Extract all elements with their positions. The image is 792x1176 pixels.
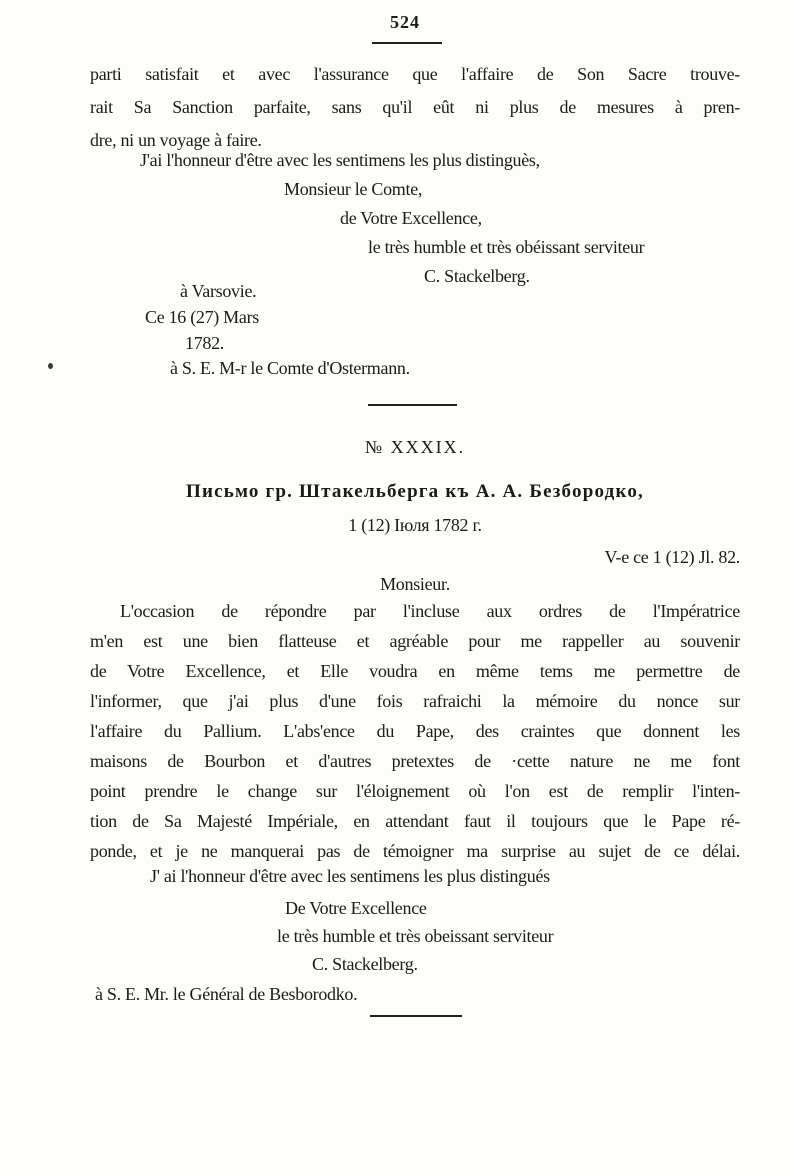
end-divider <box>370 1015 462 1017</box>
letter2-body-line: point prendre le change sur l'éloignement où l'on est de remplir l'inten- <box>90 781 740 801</box>
letter1-address-serviteur: le très humble et très obéissant serviteur <box>368 237 645 257</box>
page-number-rule <box>372 42 442 44</box>
letter1-valediction: J'ai l'honneur d'être avec les sentimens les plus distinguès, <box>140 150 540 170</box>
letter2-dateline: V-e ce 1 (12) Jl. 82. <box>604 547 740 567</box>
letter2-body-line: m'en est une bien flatteuse et agréable pour me rappeller au souvenir <box>90 631 740 651</box>
letter1-body-line: parti satisfait et avec l'assurance que l'affaire de Son Sacre trouve- <box>90 64 740 84</box>
letter2-addressee: à S. E. Mr. le Général de Besborodko. <box>95 984 358 1004</box>
letter1-signature: C. Stackelberg. <box>424 266 530 286</box>
letter1-addressee: à S. E. M-r le Comte d'Ostermann. <box>170 358 410 378</box>
letter2-body-line: tion de Sa Majesté Impériale, en attendant faut il toujours que le Pape ré- <box>90 811 740 831</box>
page-number: 524 <box>390 12 420 32</box>
letter1-body-line: rait Sa Sanction parfaite, sans qu'il eût ni plus de mesures à pren- <box>90 97 740 117</box>
letter1-year: 1782. <box>185 333 225 353</box>
letter1-place: à Varsovie. <box>180 281 257 301</box>
letter2-body-line: de Votre Excellence, et Elle voudra en même tems me permettre de <box>90 661 740 681</box>
letter2-salutation: Monsieur. <box>380 574 450 594</box>
letter1-address-comte: Monsieur le Comte, <box>284 179 423 199</box>
letter1-body <box>90 58 740 157</box>
letter2-body-line: l'affaire du Pallium. L'abs'ence du Pape, des craintes que donnent les <box>90 721 740 741</box>
letter2-body <box>90 596 740 866</box>
letter2-body-line: L'occasion de répondre par l'incluse aux ordres de l'Impératrice <box>120 601 740 621</box>
letter2-body-line: maisons de Bourbon et d'autres pretextes de ·cette nature ne me font <box>90 751 740 771</box>
letter2-body-line: l'informer, que j'ai plus d'une fois rafraichi la mémoire du nonce sur <box>90 691 740 711</box>
letter2-closing-excellence: De Votre Excellence <box>285 898 427 918</box>
letter2-date-russian: 1 (12) Іюля 1782 г. <box>348 515 482 535</box>
letter2-closing <box>90 894 740 978</box>
letter1-date: Ce 16 (27) Mars <box>145 307 259 327</box>
letter1-address-excellence: de Votre Excellence, <box>340 208 482 228</box>
letter2-closing-serviteur: le très humble et très obeissant serviteur <box>277 926 554 946</box>
letter2-title-russian: Письмо гр. Штакельберга къ А. А. Безбородко, <box>186 481 644 502</box>
letter2-body-line: ponde, et je ne manquerai pas de témoigner ma surprise au sujet de ce délai. <box>90 841 740 861</box>
letter2-signature: C. Stackelberg. <box>312 954 418 974</box>
section-divider <box>368 404 457 406</box>
letter1-closing <box>90 146 740 291</box>
letter2-valediction: J' ai l'honneur d'être avec les sentimens les plus distingués <box>150 866 550 886</box>
letter1-body-line: dre, ni un voyage à faire. <box>90 130 262 150</box>
ink-speck <box>48 363 53 369</box>
letter1-place-date <box>90 278 740 356</box>
letter2-number-heading: № XXXIX. <box>364 437 466 457</box>
